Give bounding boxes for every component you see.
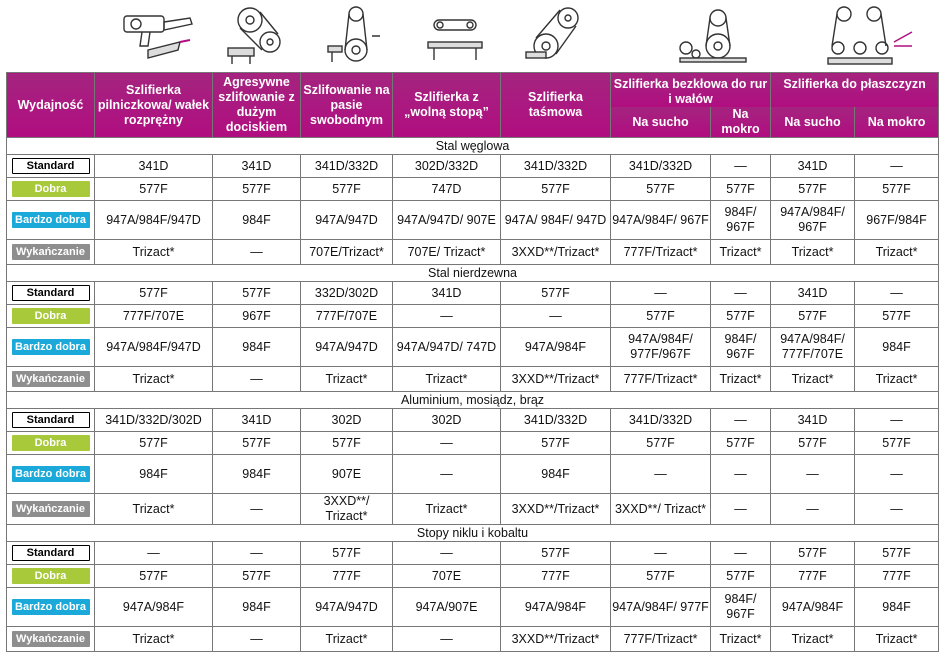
table-cell: 984F/ 967F (711, 201, 771, 240)
table-cell: 3XXD**/Trizact* (501, 240, 611, 265)
table-cell: 947A/984F/ 967F (771, 201, 855, 240)
table-row (7, 627, 939, 652)
table-cell: — (393, 627, 501, 652)
table-cell: 577F (855, 432, 939, 455)
table-cell: 577F (855, 305, 939, 328)
level-wykanczanie-badge: Wykańczanie (12, 501, 90, 517)
level-bardzo-dobra-badge: Bardzo dobra (12, 212, 90, 228)
level-cell (7, 282, 95, 305)
level-standard-badge: Standard (12, 412, 90, 428)
header-aggressive: Agresywne szlifowanie z dużym dociskiem (213, 73, 301, 138)
table-cell: — (855, 494, 939, 525)
table-cell: 341D/332D/302D (95, 409, 213, 432)
table-cell: — (711, 282, 771, 305)
table-cell: 341D (393, 282, 501, 305)
table-row (7, 542, 939, 565)
table-cell: — (711, 494, 771, 525)
table-cell: — (711, 542, 771, 565)
level-dobra-badge: Dobra (12, 435, 90, 451)
table-cell: 577F (611, 305, 711, 328)
section-title: Stal nierdzewna (7, 265, 939, 282)
level-cell (7, 627, 95, 652)
level-cell (7, 455, 95, 494)
table-row (7, 328, 939, 367)
table-cell: 947A/984F/947D (95, 328, 213, 367)
level-cell (7, 367, 95, 392)
level-cell (7, 305, 95, 328)
table-cell: — (611, 455, 711, 494)
table-cell: 577F (711, 432, 771, 455)
table-cell: 341D (213, 155, 301, 178)
table-cell: 984F (855, 588, 939, 627)
table-cell: 984F (95, 455, 213, 494)
level-dobra-badge: Dobra (12, 568, 90, 584)
table-cell: 984F (213, 328, 301, 367)
table-cell: 341D/332D (611, 409, 711, 432)
table-cell: 577F (301, 542, 393, 565)
table-cell: 947A/984F (501, 588, 611, 627)
table-cell: 967F (213, 305, 301, 328)
table-cell: 577F (301, 178, 393, 201)
table-cell: — (855, 155, 939, 178)
header-free-foot: Szlifierka z „wolną stopą” (393, 73, 501, 138)
table-cell: — (855, 409, 939, 432)
table-row (7, 178, 939, 201)
table-cell: — (711, 455, 771, 494)
header-file-belt: Szlifierka pilniczkowa/ wałek rozprężny (95, 73, 213, 138)
table-cell: — (855, 455, 939, 494)
level-cell (7, 201, 95, 240)
table-cell: 577F (711, 305, 771, 328)
aggressive-grinder-icon (224, 2, 292, 68)
table-cell: 577F (501, 282, 611, 305)
table-cell: 577F (855, 542, 939, 565)
table-cell: 341D/332D (611, 155, 711, 178)
table-cell: 577F (855, 178, 939, 201)
table-cell: 947A/947D (301, 588, 393, 627)
table-row (7, 432, 939, 455)
table-cell: — (213, 627, 301, 652)
level-wykanczanie-badge: Wykańczanie (12, 371, 90, 387)
table-cell: 777F (301, 565, 393, 588)
table-cell: Trizact* (771, 367, 855, 392)
table-cell: 947A/947D/ 907E (393, 201, 501, 240)
header-belt: Szlifierka taśmowa (501, 73, 611, 138)
table-cell: 984F (855, 328, 939, 367)
table-cell: 777F/Trizact* (611, 367, 711, 392)
table-cell: 577F (213, 178, 301, 201)
centerless-grinder-icon (672, 2, 750, 68)
table-cell: 577F (213, 432, 301, 455)
table-cell: 577F (711, 565, 771, 588)
table-row (7, 240, 939, 265)
section-row (7, 265, 939, 282)
table-cell: 984F (213, 201, 301, 240)
table-cell: — (501, 305, 611, 328)
level-cell (7, 565, 95, 588)
table-cell: 947A/ 984F/ 947D (501, 201, 611, 240)
table-cell: 341D/332D (501, 155, 611, 178)
table-row (7, 367, 939, 392)
table-cell: 947A/984F (95, 588, 213, 627)
table-row (7, 588, 939, 627)
table-cell: 577F (611, 565, 711, 588)
level-cell (7, 155, 95, 178)
table-cell: 577F (501, 432, 611, 455)
table-cell: 777F/707E (301, 305, 393, 328)
section-title: Aluminium, mosiądz, brąz (7, 392, 939, 409)
table-cell: 577F (771, 542, 855, 565)
header-centerless-wet: Na mokro (711, 107, 771, 138)
table-cell: — (393, 542, 501, 565)
table-cell: 3XXD**/Trizact* (501, 367, 611, 392)
table-cell: 947A/947D/ 747D (393, 328, 501, 367)
table-cell: 577F (501, 178, 611, 201)
table-cell: Trizact* (95, 367, 213, 392)
level-cell (7, 328, 95, 367)
level-bardzo-dobra-badge: Bardzo dobra (12, 599, 90, 615)
section-row (7, 525, 939, 542)
free-belt-icon (322, 2, 388, 68)
section-title: Stopy niklu i kobaltu (7, 525, 939, 542)
table-row (7, 565, 939, 588)
table-cell: 947A/984F/947D (95, 201, 213, 240)
table-cell: 984F (501, 455, 611, 494)
table-cell: 707E/Trizact* (301, 240, 393, 265)
file-belt-sander-icon (118, 2, 200, 68)
table-row (7, 455, 939, 494)
table-cell: 947A/984F/ 977F/967F (611, 328, 711, 367)
table-cell: 341D/332D (501, 409, 611, 432)
level-dobra-badge: Dobra (12, 181, 90, 197)
level-dobra-badge: Dobra (12, 308, 90, 324)
table-cell: — (611, 542, 711, 565)
table-cell: 341D (771, 155, 855, 178)
table-cell: 777F/707E (95, 305, 213, 328)
table-cell: 984F (213, 588, 301, 627)
table-body (7, 138, 939, 652)
header-centerless: Szlifierka bezkłowa do rur i wałów (611, 73, 771, 108)
table-cell: 341D (771, 409, 855, 432)
table-cell: Trizact* (95, 240, 213, 265)
table-cell: 577F (611, 432, 711, 455)
table-cell: — (213, 240, 301, 265)
table-cell: 577F (95, 565, 213, 588)
level-cell (7, 409, 95, 432)
table-cell: 947A/984F (501, 328, 611, 367)
level-cell (7, 240, 95, 265)
table-cell: 577F (301, 432, 393, 455)
table-cell: — (213, 542, 301, 565)
table-cell: Trizact* (301, 627, 393, 652)
surface-grinder-icon (824, 2, 916, 68)
table-cell: — (611, 282, 711, 305)
table-cell: Trizact* (95, 627, 213, 652)
header-surface-dry: Na sucho (771, 107, 855, 138)
level-standard-badge: Standard (12, 285, 90, 301)
table-cell: 947A/907E (393, 588, 501, 627)
table-row (7, 305, 939, 328)
table-cell: 984F/ 967F (711, 588, 771, 627)
table-row (7, 155, 939, 178)
table-cell: 577F (771, 432, 855, 455)
table-cell: Trizact* (393, 367, 501, 392)
abrasive-selection-table (6, 72, 939, 652)
header-surface: Szlifierka do płaszczyzn (771, 73, 939, 108)
table-cell: 947A/947D (301, 201, 393, 240)
table-cell: Trizact* (301, 367, 393, 392)
free-foot-sander-icon (424, 2, 486, 68)
header-performance: Wydajność (7, 73, 95, 138)
table-cell: — (393, 432, 501, 455)
table-cell: 302D/332D (393, 155, 501, 178)
table-cell: 577F (95, 178, 213, 201)
table-row (7, 201, 939, 240)
table-cell: 947A/984F/ 777F/707E (771, 328, 855, 367)
table-cell: 777F/Trizact* (611, 627, 711, 652)
table-cell: 3XXD**/ Trizact* (301, 494, 393, 525)
table-cell: — (213, 367, 301, 392)
table-cell: 577F (771, 178, 855, 201)
section-row (7, 138, 939, 155)
table-cell: 3XXD**/Trizact* (501, 627, 611, 652)
table-cell: 332D/302D (301, 282, 393, 305)
level-wykanczanie-badge: Wykańczanie (12, 244, 90, 260)
table-cell: — (771, 494, 855, 525)
level-cell (7, 542, 95, 565)
table-cell: 947A/947D (301, 328, 393, 367)
table-cell: 3XXD**/Trizact* (501, 494, 611, 525)
table-row (7, 409, 939, 432)
table-cell: Trizact* (711, 367, 771, 392)
header-surface-wet: Na mokro (855, 107, 939, 138)
level-wykanczanie-badge: Wykańczanie (12, 631, 90, 647)
table-cell: 707E (393, 565, 501, 588)
table-cell: 577F (95, 432, 213, 455)
table-cell: 341D (213, 409, 301, 432)
table-cell: — (711, 409, 771, 432)
table-cell: 707E/ Trizact* (393, 240, 501, 265)
table-cell: 341D/332D (301, 155, 393, 178)
level-cell (7, 432, 95, 455)
table-cell: 984F (213, 455, 301, 494)
table-cell: — (393, 455, 501, 494)
table-cell: 984F/ 967F (711, 328, 771, 367)
table-cell: 777F (855, 565, 939, 588)
level-bardzo-dobra-badge: Bardzo dobra (12, 339, 90, 355)
table-cell: 967F/984F (855, 201, 939, 240)
section-title: Stal węglowa (7, 138, 939, 155)
table-cell: 947A/984F (771, 588, 855, 627)
level-cell (7, 178, 95, 201)
table-cell: — (855, 282, 939, 305)
table-cell: — (95, 542, 213, 565)
table-cell: Trizact* (711, 240, 771, 265)
table-cell: 777F (501, 565, 611, 588)
table-cell: Trizact* (855, 240, 939, 265)
header-centerless-dry: Na sucho (611, 107, 711, 138)
level-cell (7, 494, 95, 525)
table-cell: 577F (501, 542, 611, 565)
table-cell: 302D (301, 409, 393, 432)
table-cell: Trizact* (855, 627, 939, 652)
table-cell: 577F (213, 282, 301, 305)
table-cell: 907E (301, 455, 393, 494)
table-cell: 3XXD**/ Trizact* (611, 494, 711, 525)
table-row (7, 494, 939, 525)
header-free-belt: Szlifowanie na pasie swobodnym (301, 73, 393, 138)
table-cell: 341D (95, 155, 213, 178)
table-cell: Trizact* (95, 494, 213, 525)
level-standard-badge: Standard (12, 158, 90, 174)
table-cell: — (771, 455, 855, 494)
level-cell (7, 588, 95, 627)
table-cell: 777F/Trizact* (611, 240, 711, 265)
table-cell: Trizact* (771, 240, 855, 265)
table-cell: 577F (711, 178, 771, 201)
table-cell: Trizact* (855, 367, 939, 392)
table-cell: 777F (771, 565, 855, 588)
table-cell: Trizact* (771, 627, 855, 652)
table-cell: Trizact* (393, 494, 501, 525)
table-cell: 947A/984F/ 977F (611, 588, 711, 627)
table-cell: — (213, 494, 301, 525)
table-cell: Trizact* (711, 627, 771, 652)
table-cell: 577F (95, 282, 213, 305)
level-bardzo-dobra-badge: Bardzo dobra (12, 466, 90, 482)
table-cell: — (711, 155, 771, 178)
table-cell: 577F (213, 565, 301, 588)
table-cell: — (393, 305, 501, 328)
section-row (7, 392, 939, 409)
level-standard-badge: Standard (12, 545, 90, 561)
table-cell: 747D (393, 178, 501, 201)
table-cell: 577F (771, 305, 855, 328)
table-cell: 577F (611, 178, 711, 201)
machine-icons-strip (0, 0, 943, 72)
table-row (7, 282, 939, 305)
table-cell: 341D (771, 282, 855, 305)
table-cell: 947A/984F/ 967F (611, 201, 711, 240)
table-cell: 302D (393, 409, 501, 432)
belt-sander-icon (524, 2, 590, 68)
